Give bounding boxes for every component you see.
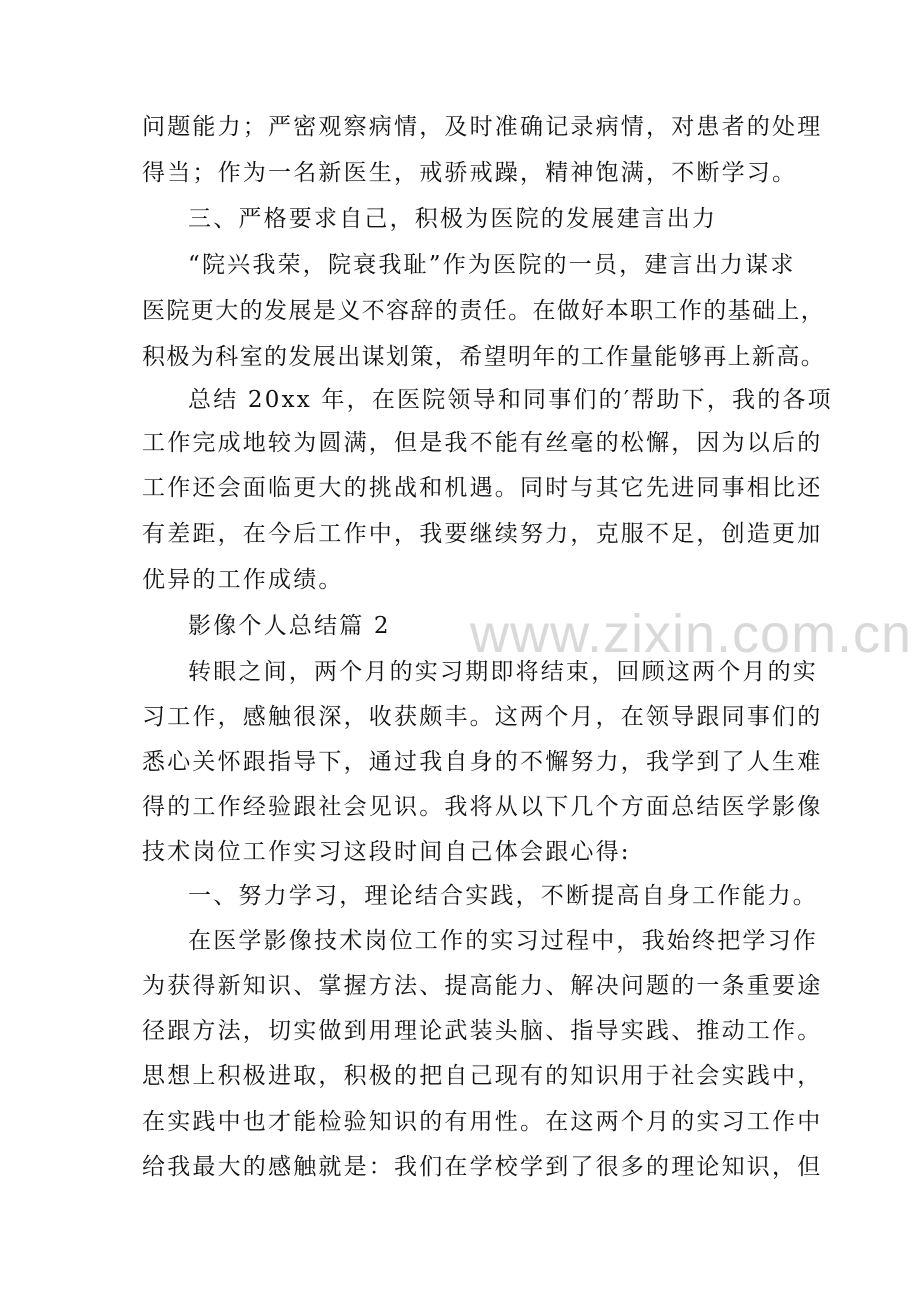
text-line: 工作完成地较为圆满，但是我不能有丝毫的松懈，因为以后的 <box>142 430 823 456</box>
text-line: 总结 20xx 年，在医院领导和同事们的′帮助下，我的各项 <box>188 387 833 413</box>
text-line: 优异的工作成绩。 <box>142 567 344 593</box>
text-line: 转眼之间，两个月的实习期即将结束，回顾这两个月的实 <box>188 659 818 685</box>
text-line: 在实践中也才能检验知识的有用性。在这两个月的实习工作中 <box>142 1109 823 1135</box>
text-line: 为获得新知识、掌握方法、提高能力、解决问题的一条重要途 <box>142 973 823 999</box>
text-line: 给我最大的感触就是：我们在学校学到了很多的理论知识，但 <box>142 1154 823 1180</box>
text-line: 积极为科室的发展出谋划策，希望明年的工作量能够再上新高。 <box>142 344 826 370</box>
text-line: 有差距，在今后工作中，我要继续努力，克服不足，创造更加 <box>142 521 823 547</box>
text-line: 思想上积极进取，积极的把自己现有的知识用于社会实践中， <box>142 1063 823 1089</box>
text-line: 在医学影像技术岗位工作的实习过程中，我始终把学习作 <box>188 928 818 954</box>
text-line: 得的工作经验跟社会见识。我将从以下几个方面总结医学影像 <box>142 794 823 820</box>
text-line: 得当；作为一名新医生，戒骄戒躁，精神饱满，不断学习。 <box>142 160 798 186</box>
text-line: 悉心关怀跟指导下，通过我自身的不懈努力，我学到了人生难 <box>142 749 823 775</box>
text-line: 习工作，感触很深，收获颇丰。这两个月，在领导跟同事们的 <box>142 704 823 730</box>
section-heading: 一、努力学习，理论结合实践，不断提高自身工作能力。 <box>188 883 818 909</box>
text-line: 医院更大的发展是义不容辞的责任。在做好本职工作的基础上， <box>142 298 826 324</box>
text-line: 技术岗位工作实习这段时间自己体会跟心得: <box>142 839 631 865</box>
section-heading: 三、严格要求自己，积极为医院的发展建言出力 <box>188 206 718 232</box>
text-line: 径跟方法，切实做到用理论武装头脑、指导实践、推动工作。 <box>142 1018 823 1044</box>
section-title: 影像个人总结篇 2 <box>188 613 391 639</box>
text-line: 问题能力；严密观察病情，及时准确记录病情，对患者的处理 <box>142 114 823 140</box>
text-line: 工作还会面临更大的挑战和机遇。同时与其它先进同事相比还 <box>142 475 823 501</box>
text-line: “院兴我荣，院衰我耻”作为医院的一员，建言出力谋求 <box>188 252 796 278</box>
watermark: www.zixin.com.cn <box>470 604 913 664</box>
